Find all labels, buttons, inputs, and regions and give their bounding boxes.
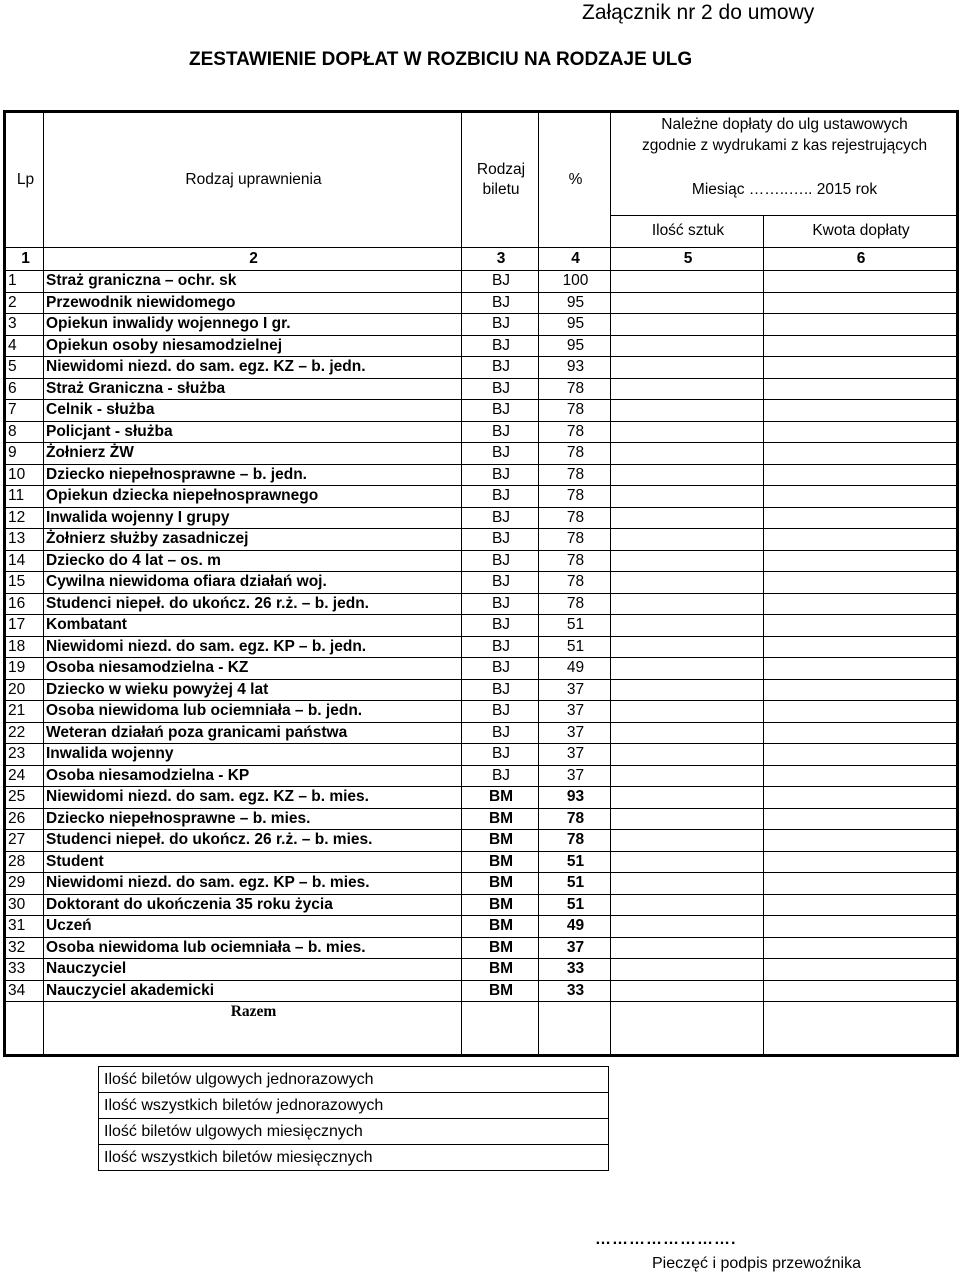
row-name: Inwalida wojenny I grupy xyxy=(44,507,462,529)
row-ticket: BM xyxy=(462,937,539,959)
header-row xyxy=(5,112,958,216)
row-ticket: BM xyxy=(462,808,539,830)
row-ticket: BJ xyxy=(462,357,539,379)
table-row xyxy=(5,292,958,314)
row-ticket: BM xyxy=(462,873,539,895)
column-number: 5 xyxy=(611,248,764,271)
row-kwota[interactable] xyxy=(764,765,958,787)
row-lp: 26 xyxy=(5,808,44,830)
row-ticket: BM xyxy=(462,851,539,873)
row-ticket: BJ xyxy=(462,722,539,744)
row-percent: 37 xyxy=(539,701,611,723)
row-percent: 95 xyxy=(539,335,611,357)
row-ilosc[interactable] xyxy=(611,894,764,916)
row-ticket: BJ xyxy=(462,421,539,443)
row-kwota[interactable] xyxy=(764,873,958,895)
row-lp: 1 xyxy=(5,271,44,293)
row-ilosc[interactable] xyxy=(611,486,764,508)
row-lp: 20 xyxy=(5,679,44,701)
row-kwota[interactable] xyxy=(764,744,958,766)
row-ticket: BM xyxy=(462,916,539,938)
column-number: 6 xyxy=(764,248,958,271)
row-name: Niewidomi niezd. do sam. egz. KZ – b. jedn. xyxy=(44,357,462,379)
row-percent: 37 xyxy=(539,679,611,701)
row-percent: 78 xyxy=(539,593,611,615)
header-nalezne xyxy=(611,112,958,216)
row-ticket: BJ xyxy=(462,636,539,658)
row-kwota[interactable] xyxy=(764,271,958,293)
header-miesiac: Miesiąc ……..….. 2015 rok xyxy=(691,181,878,198)
row-name: Dziecko niepełnosprawne – b. jedn. xyxy=(44,464,462,486)
row-ticket: BJ xyxy=(462,271,539,293)
row-kwota[interactable] xyxy=(764,916,958,938)
row-kwota[interactable] xyxy=(764,443,958,465)
row-percent: 78 xyxy=(539,464,611,486)
row-name: Nauczyciel akademicki xyxy=(44,980,462,1002)
row-ticket: BJ xyxy=(462,292,539,314)
row-name: Nauczyciel xyxy=(44,959,462,981)
header-nalezne-line1: Należne dopłaty do ulg ustawowych xyxy=(661,116,908,133)
row-ilosc[interactable] xyxy=(611,400,764,422)
row-name: Osoba niewidoma lub ociemniała – b. jedn. xyxy=(44,701,462,723)
row-ticket: BJ xyxy=(462,507,539,529)
row-ilosc[interactable] xyxy=(611,744,764,766)
row-lp: 6 xyxy=(5,378,44,400)
row-ilosc[interactable] xyxy=(611,636,764,658)
row-ticket: BM xyxy=(462,980,539,1002)
row-percent: 78 xyxy=(539,830,611,852)
row-kwota[interactable] xyxy=(764,701,958,723)
row-ticket: BJ xyxy=(462,593,539,615)
row-ilosc[interactable] xyxy=(611,507,764,529)
row-kwota[interactable] xyxy=(764,658,958,680)
row-percent: 37 xyxy=(539,744,611,766)
table-row xyxy=(5,894,958,916)
row-lp: 34 xyxy=(5,980,44,1002)
row-kwota[interactable] xyxy=(764,486,958,508)
total-percent xyxy=(539,1002,611,1056)
row-percent: 78 xyxy=(539,400,611,422)
table-row xyxy=(5,314,958,336)
total-ilosc[interactable] xyxy=(611,1002,764,1056)
row-ilosc[interactable] xyxy=(611,292,764,314)
row-name: Żołnierz służby zasadniczej xyxy=(44,529,462,551)
row-lp: 27 xyxy=(5,830,44,852)
table-row xyxy=(5,873,958,895)
row-lp: 23 xyxy=(5,744,44,766)
row-ticket: BJ xyxy=(462,464,539,486)
table-row xyxy=(5,464,958,486)
surcharge-table xyxy=(3,110,959,1057)
table-row xyxy=(5,808,958,830)
row-ticket: BJ xyxy=(462,701,539,723)
row-lp: 19 xyxy=(5,658,44,680)
row-lp: 8 xyxy=(5,421,44,443)
row-ticket: BJ xyxy=(462,400,539,422)
row-lp: 10 xyxy=(5,464,44,486)
row-percent: 33 xyxy=(539,959,611,981)
summary-row xyxy=(99,1093,609,1119)
column-number: 1 xyxy=(5,248,44,271)
table-row xyxy=(5,701,958,723)
row-lp: 11 xyxy=(5,486,44,508)
table-row xyxy=(5,615,958,637)
row-ilosc[interactable] xyxy=(611,830,764,852)
table-row xyxy=(5,400,958,422)
row-name: Osoba niesamodzielna - KP xyxy=(44,765,462,787)
table-row xyxy=(5,787,958,809)
table-row xyxy=(5,550,958,572)
row-ilosc[interactable] xyxy=(611,378,764,400)
row-percent: 51 xyxy=(539,851,611,873)
row-lp: 14 xyxy=(5,550,44,572)
row-ilosc[interactable] xyxy=(611,937,764,959)
row-name: Niewidomi niezd. do sam. egz. KP – b. jedn. xyxy=(44,636,462,658)
row-name: Opiekun osoby niesamodzielnej xyxy=(44,335,462,357)
row-percent: 49 xyxy=(539,916,611,938)
row-name: Osoba niewidoma lub ociemniała – b. mies. xyxy=(44,937,462,959)
row-name: Opiekun dziecka niepełnosprawnego xyxy=(44,486,462,508)
row-percent: 93 xyxy=(539,787,611,809)
total-row xyxy=(5,1002,958,1056)
row-percent: 78 xyxy=(539,421,611,443)
row-percent: 78 xyxy=(539,550,611,572)
row-kwota[interactable] xyxy=(764,980,958,1002)
row-ilosc[interactable] xyxy=(611,722,764,744)
row-ticket: BJ xyxy=(462,679,539,701)
row-lp: 13 xyxy=(5,529,44,551)
row-kwota[interactable] xyxy=(764,335,958,357)
column-number: 3 xyxy=(462,248,539,271)
row-percent: 51 xyxy=(539,615,611,637)
table-row xyxy=(5,851,958,873)
header-ilosc-sztuk: Ilość sztuk xyxy=(611,216,764,248)
row-percent: 95 xyxy=(539,314,611,336)
summary-row xyxy=(99,1119,609,1145)
summary-label: Ilość wszystkich biletów jednorazowych xyxy=(99,1093,609,1119)
row-percent: 78 xyxy=(539,486,611,508)
table-row xyxy=(5,335,958,357)
header-rodzaj-uprawnienia: Rodzaj uprawnienia xyxy=(44,112,462,248)
total-ticket xyxy=(462,1002,539,1056)
row-lp: 7 xyxy=(5,400,44,422)
row-percent: 37 xyxy=(539,765,611,787)
row-name: Osoba niesamodzielna - KZ xyxy=(44,658,462,680)
row-percent: 51 xyxy=(539,894,611,916)
row-lp: 5 xyxy=(5,357,44,379)
row-ilosc[interactable] xyxy=(611,421,764,443)
row-ilosc[interactable] xyxy=(611,959,764,981)
row-kwota[interactable] xyxy=(764,851,958,873)
column-number: 2 xyxy=(44,248,462,271)
row-ilosc[interactable] xyxy=(611,615,764,637)
row-lp: 16 xyxy=(5,593,44,615)
annex-label: Załącznik nr 2 do umowy xyxy=(582,1,815,24)
row-name: Niewidomi niezd. do sam. egz. KZ – b. mies. xyxy=(44,787,462,809)
row-ilosc[interactable] xyxy=(611,572,764,594)
header-rodzaj-biletu-line1: Rodzaj xyxy=(476,160,526,178)
row-ticket: BM xyxy=(462,959,539,981)
row-name: Dziecko do 4 lat – os. m xyxy=(44,550,462,572)
row-kwota[interactable] xyxy=(764,314,958,336)
row-percent: 37 xyxy=(539,937,611,959)
row-name: Student xyxy=(44,851,462,873)
row-lp: 25 xyxy=(5,787,44,809)
row-ilosc[interactable] xyxy=(611,464,764,486)
row-name: Doktorant do ukończenia 35 roku życia xyxy=(44,894,462,916)
table-row xyxy=(5,507,958,529)
row-ilosc[interactable] xyxy=(611,658,764,680)
summary-label: Ilość wszystkich biletów miesięcznych xyxy=(99,1145,609,1171)
row-lp: 2 xyxy=(5,292,44,314)
row-percent: 49 xyxy=(539,658,611,680)
row-name: Opiekun inwalidy wojennego I gr. xyxy=(44,314,462,336)
table-row xyxy=(5,593,958,615)
row-name: Niewidomi niezd. do sam. egz. KP – b. mies. xyxy=(44,873,462,895)
row-name: Cywilna niewidoma ofiara działań woj. xyxy=(44,572,462,594)
row-ticket: BM xyxy=(462,894,539,916)
header-percent: % xyxy=(539,112,611,248)
table-row xyxy=(5,679,958,701)
row-kwota[interactable] xyxy=(764,679,958,701)
row-ilosc[interactable] xyxy=(611,916,764,938)
row-name: Straż graniczna – ochr. sk xyxy=(44,271,462,293)
row-ilosc[interactable] xyxy=(611,529,764,551)
row-ilosc[interactable] xyxy=(611,873,764,895)
row-name: Straż Graniczna - służba xyxy=(44,378,462,400)
row-lp: 18 xyxy=(5,636,44,658)
row-ilosc[interactable] xyxy=(611,808,764,830)
column-number-row xyxy=(5,248,958,271)
table-row xyxy=(5,572,958,594)
row-name: Weteran działań poza granicami państwa xyxy=(44,722,462,744)
row-ticket: BJ xyxy=(462,572,539,594)
row-percent: 78 xyxy=(539,507,611,529)
row-percent: 33 xyxy=(539,980,611,1002)
row-ticket: BJ xyxy=(462,765,539,787)
summary-label: Ilość biletów ulgowych jednorazowych xyxy=(99,1067,609,1093)
row-percent: 37 xyxy=(539,722,611,744)
row-lp: 15 xyxy=(5,572,44,594)
row-name: Celnik - służba xyxy=(44,400,462,422)
row-lp: 32 xyxy=(5,937,44,959)
table-row xyxy=(5,636,958,658)
row-ilosc[interactable] xyxy=(611,787,764,809)
row-kwota[interactable] xyxy=(764,808,958,830)
table-row xyxy=(5,529,958,551)
row-ilosc[interactable] xyxy=(611,550,764,572)
table-row xyxy=(5,443,958,465)
row-kwota[interactable] xyxy=(764,529,958,551)
row-ilosc[interactable] xyxy=(611,335,764,357)
row-kwota[interactable] xyxy=(764,378,958,400)
row-kwota[interactable] xyxy=(764,830,958,852)
row-name: Dziecko niepełnosprawne – b. mies. xyxy=(44,808,462,830)
row-kwota[interactable] xyxy=(764,722,958,744)
row-lp: 4 xyxy=(5,335,44,357)
row-kwota[interactable] xyxy=(764,400,958,422)
row-ilosc[interactable] xyxy=(611,271,764,293)
table-row xyxy=(5,916,958,938)
row-lp: 9 xyxy=(5,443,44,465)
row-name: Inwalida wojenny xyxy=(44,744,462,766)
signature-label: Pieczęć i podpis przewoźnika xyxy=(652,1255,861,1272)
row-percent: 100 xyxy=(539,271,611,293)
row-kwota[interactable] xyxy=(764,615,958,637)
row-percent: 51 xyxy=(539,636,611,658)
row-percent: 78 xyxy=(539,378,611,400)
row-kwota[interactable] xyxy=(764,292,958,314)
row-ticket: BJ xyxy=(462,378,539,400)
table-row xyxy=(5,959,958,981)
row-ticket: BJ xyxy=(462,744,539,766)
table-row xyxy=(5,765,958,787)
row-name: Kombatant xyxy=(44,615,462,637)
row-kwota[interactable] xyxy=(764,959,958,981)
total-kwota[interactable] xyxy=(764,1002,958,1056)
row-ilosc[interactable] xyxy=(611,851,764,873)
column-number: 4 xyxy=(539,248,611,271)
row-ilosc[interactable] xyxy=(611,593,764,615)
row-kwota[interactable] xyxy=(764,787,958,809)
row-lp: 28 xyxy=(5,851,44,873)
table-row xyxy=(5,271,958,293)
row-ticket: BJ xyxy=(462,550,539,572)
row-lp: 24 xyxy=(5,765,44,787)
summary-label: Ilość biletów ulgowych miesięcznych xyxy=(99,1119,609,1145)
row-kwota[interactable] xyxy=(764,421,958,443)
row-ticket: BJ xyxy=(462,658,539,680)
header-lp: Lp xyxy=(5,112,44,248)
row-name: Uczeń xyxy=(44,916,462,938)
row-ilosc[interactable] xyxy=(611,314,764,336)
row-ticket: BJ xyxy=(462,335,539,357)
summary-table xyxy=(98,1066,609,1171)
row-lp: 12 xyxy=(5,507,44,529)
table-row xyxy=(5,830,958,852)
row-percent: 95 xyxy=(539,292,611,314)
row-name: Żołnierz ŻW xyxy=(44,443,462,465)
row-lp: 30 xyxy=(5,894,44,916)
table-row xyxy=(5,357,958,379)
row-percent: 51 xyxy=(539,873,611,895)
row-kwota[interactable] xyxy=(764,507,958,529)
row-ticket: BJ xyxy=(462,314,539,336)
table-row xyxy=(5,937,958,959)
row-kwota[interactable] xyxy=(764,550,958,572)
row-ticket: BJ xyxy=(462,615,539,637)
row-ilosc[interactable] xyxy=(611,980,764,1002)
row-lp: 33 xyxy=(5,959,44,981)
header-rodzaj-biletu xyxy=(462,112,539,248)
summary-row xyxy=(99,1145,609,1171)
row-lp: 3 xyxy=(5,314,44,336)
row-name: Dziecko w wieku powyżej 4 lat xyxy=(44,679,462,701)
row-percent: 78 xyxy=(539,808,611,830)
row-kwota[interactable] xyxy=(764,636,958,658)
row-ticket: BJ xyxy=(462,486,539,508)
row-lp: 21 xyxy=(5,701,44,723)
row-percent: 93 xyxy=(539,357,611,379)
row-kwota[interactable] xyxy=(764,937,958,959)
row-kwota[interactable] xyxy=(764,894,958,916)
row-percent: 78 xyxy=(539,572,611,594)
row-name: Studenci niepeł. do ukończ. 26 r.ż. – b. mies. xyxy=(44,830,462,852)
table-row xyxy=(5,486,958,508)
row-kwota[interactable] xyxy=(764,593,958,615)
summary-row xyxy=(99,1067,609,1093)
row-name: Studenci niepeł. do ukończ. 26 r.ż. – b. jedn. xyxy=(44,593,462,615)
row-name: Policjant - służba xyxy=(44,421,462,443)
signature-dots: ……………………. xyxy=(595,1231,737,1248)
table-row xyxy=(5,744,958,766)
row-lp: 29 xyxy=(5,873,44,895)
row-lp: 22 xyxy=(5,722,44,744)
row-percent: 78 xyxy=(539,529,611,551)
row-ticket: BM xyxy=(462,830,539,852)
table-row xyxy=(5,658,958,680)
row-kwota[interactable] xyxy=(764,357,958,379)
document-title: ZESTAWIENIE DOPŁAT W ROZBICIU NA RODZAJE ULG xyxy=(189,49,693,70)
row-ticket: BJ xyxy=(462,443,539,465)
row-ilosc[interactable] xyxy=(611,701,764,723)
table-row xyxy=(5,980,958,1002)
row-ilosc[interactable] xyxy=(611,765,764,787)
total-empty xyxy=(5,1002,44,1056)
total-label: Razem xyxy=(44,1002,462,1056)
row-kwota[interactable] xyxy=(764,572,958,594)
table-row xyxy=(5,421,958,443)
header-rodzaj-biletu-line2: biletu xyxy=(482,181,520,198)
row-kwota[interactable] xyxy=(764,464,958,486)
row-lp: 31 xyxy=(5,916,44,938)
header-kwota-doplaty: Kwota dopłaty xyxy=(764,216,958,248)
table-row xyxy=(5,722,958,744)
row-ticket: BM xyxy=(462,787,539,809)
row-ilosc[interactable] xyxy=(611,679,764,701)
row-ilosc[interactable] xyxy=(611,357,764,379)
row-lp: 17 xyxy=(5,615,44,637)
header-nalezne-line2: zgodnie z wydrukami z kas rejestrujących xyxy=(641,136,928,154)
row-percent: 78 xyxy=(539,443,611,465)
table-row xyxy=(5,378,958,400)
row-ticket: BJ xyxy=(462,529,539,551)
row-name: Przewodnik niewidomego xyxy=(44,292,462,314)
row-ilosc[interactable] xyxy=(611,443,764,465)
